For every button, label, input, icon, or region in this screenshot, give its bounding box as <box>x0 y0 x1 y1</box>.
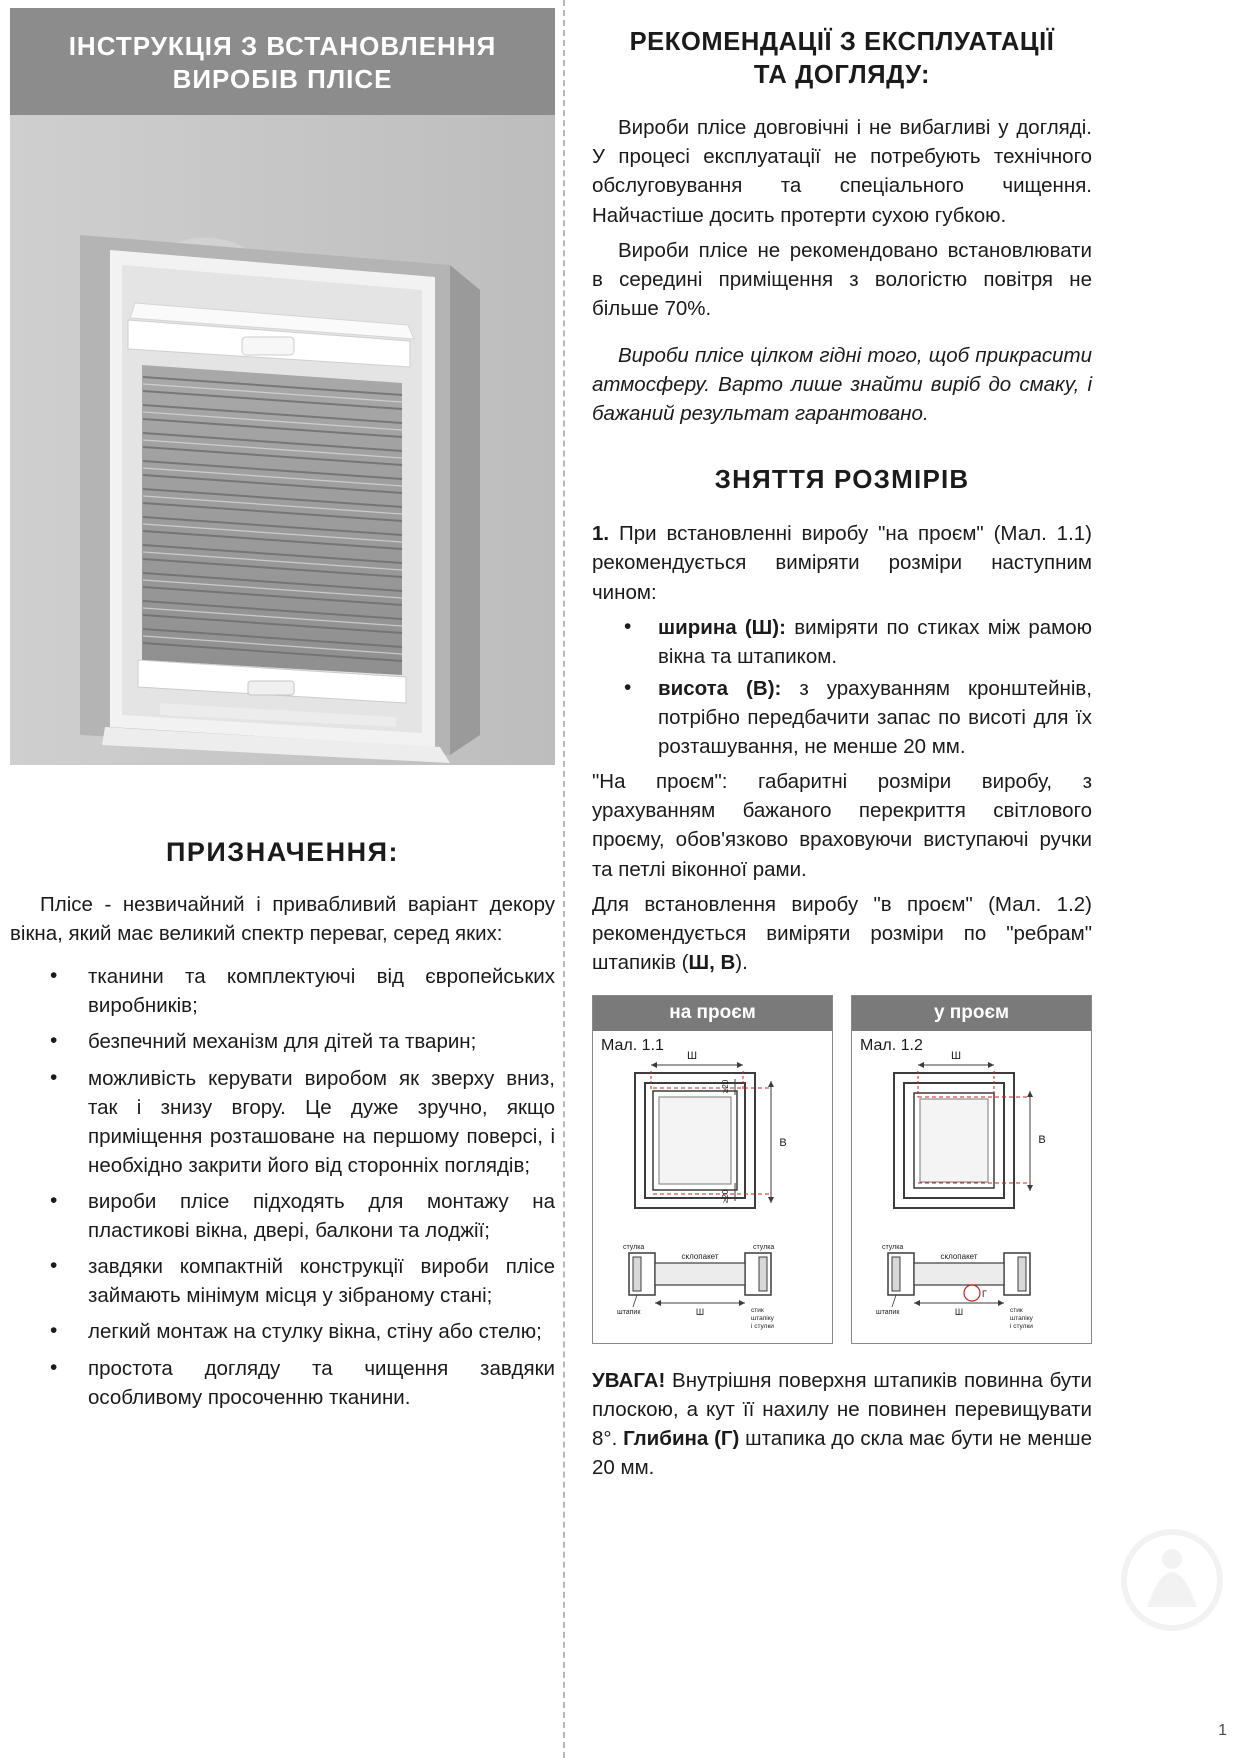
svg-text:Ш: Ш <box>695 1306 705 1317</box>
height-text: з урахуванням кронштейнів, потрібно передбачити запас по висоті для їх розташування, не менше 20 мм. <box>658 676 1092 759</box>
diagram-1-caption: Мал. 1.1 <box>601 1036 664 1054</box>
svg-text:стулка: стулка <box>623 1243 645 1251</box>
list-item: • легкий монтаж на стулку вікна, стіну або стелю; <box>10 1317 555 1346</box>
diagram-2-caption: Мал. 1.2 <box>860 1036 923 1054</box>
measuring-paragraph-5 <box>592 890 1092 977</box>
column-divider <box>563 0 565 1758</box>
list-item-height <box>592 674 1092 761</box>
leaf-circle-icon <box>1117 1525 1227 1635</box>
photo-illustration <box>10 115 555 765</box>
measuring-heading: ЗНЯТТЯ РОЗМІРІВ <box>714 464 970 495</box>
paragraph-5-part-c: ). <box>735 950 748 974</box>
warning-label-depth: Глибина (Г) <box>623 1427 740 1451</box>
care-paragraph-3: Вироби пліcе цілком гідні того, щоб прикрасити атмосферу. Варто лише знайти виріб до смаку, і бажаний результат гарантовано. <box>592 344 1092 426</box>
width-text: виміряти по стиках між рамою вікна та штапиком. <box>658 615 1093 668</box>
svg-text:≥20: ≥20 <box>721 1079 730 1093</box>
diagram-1-body <box>593 1031 832 1343</box>
list-item: • безпечний механізм для дітей та тварин; <box>10 1027 555 1056</box>
list-item: • завдяки компактній конструкції вироби пліcе займають мінімум місця у зібраному стані; <box>10 1252 555 1310</box>
care-heading-line-1: РЕКОМЕНДАЦІЇ З ЕКСПЛУАТАЦІЇ <box>629 28 1055 56</box>
diagram-na-proem <box>592 995 833 1344</box>
measuring-sub-list <box>592 613 1092 762</box>
watermark-logo <box>1117 1525 1227 1640</box>
svg-text:стулка: стулка <box>882 1243 904 1251</box>
svg-text:Ш: Ш <box>954 1306 964 1317</box>
svg-text:Ш: Ш <box>686 1049 698 1062</box>
measuring-item-1-number: 1. <box>592 522 610 546</box>
care-heading-line-2: ТА ДОГЛЯДУ: <box>753 60 931 89</box>
svg-text:Ш: Ш <box>950 1049 962 1062</box>
document-title-band <box>10 8 555 115</box>
warning-label: УВАГА! <box>592 1368 666 1392</box>
paragraph-5-bold: Ш, В <box>688 950 736 974</box>
svg-text:Г: Г <box>982 1288 987 1299</box>
product-photo <box>10 115 555 765</box>
purpose-heading: ПРИЗНАЧЕННЯ: <box>165 837 400 867</box>
left-column <box>10 8 555 1748</box>
svg-text:штапик: штапик <box>617 1308 641 1316</box>
svg-text:і стулки: і стулки <box>1010 1322 1033 1330</box>
care-paragraph-1: Вироби пліcе довговічні і не вибагливі у догляді. У процесі експлуатації не потребують технічного обслуговування та спеціального чищення. Найчастіше досить протерти сухою губкою. <box>592 116 1092 227</box>
diagram-1-drawing <box>593 1031 832 1343</box>
svg-text:≥20: ≥20 <box>721 1189 730 1203</box>
diagram-1-header: на проєм <box>593 996 832 1031</box>
svg-text:і стулки: і стулки <box>751 1322 774 1330</box>
measuring-paragraph-4: "На проєм": габаритні розміри виробу, з урахуванням бажаного перекриття світлового проєму, обов'язково враховуючи виступаючі ручки та петлі віконної рами. <box>592 770 1092 881</box>
diagram-row <box>592 995 1092 1344</box>
svg-text:стулка: стулка <box>753 1243 775 1251</box>
svg-text:стик: стик <box>1010 1306 1023 1314</box>
list-item: • тканини та комплектуючі від європейських виробників; <box>10 962 555 1020</box>
measuring-item-1 <box>592 519 1092 606</box>
purpose-intro: Пліcе - незвичайний і привабливий варіант декору вікна, який має великий спектр переваг, серед яких: <box>10 893 555 946</box>
svg-text:штапик: штапик <box>876 1308 900 1316</box>
list-item: • можливість керувати виробом як зверху вниз, так і знизу вгору. Це дуже зручно, якщо приміщення розташоване на першому поверсі, і необхідно закрити його від сторонніх поглядів; <box>10 1064 555 1180</box>
diagram-2-drawing <box>852 1031 1091 1343</box>
diagram-u-proem <box>851 995 1092 1344</box>
list-item: • вироби пліcе підходять для монтажу на пластикові вікна, двері, балкони та лоджії; <box>10 1187 555 1245</box>
svg-text:В: В <box>779 1136 787 1149</box>
warning-text-a: Внутрішня поверхня штапиків повинна бути плоскою, а кут її нахилу не повинен перевищувати 8°. <box>592 1368 1092 1451</box>
purpose-bullet-list <box>10 962 555 1412</box>
diagram-2-header: у проєм <box>852 996 1091 1031</box>
svg-text:стик: стик <box>751 1306 764 1314</box>
svg-text:В: В <box>1038 1133 1046 1146</box>
page-number: 1 <box>1218 1722 1227 1739</box>
height-label: висота (В): <box>658 676 782 700</box>
width-label: ширина (Ш): <box>658 615 786 639</box>
svg-text:склопакет: склопакет <box>681 1251 719 1261</box>
paragraph-5-part-a: Для встановлення виробу "в проєм" (Мал. 1.2) рекомендується виміряти розміри по "ребрам" штапиків ( <box>592 892 1092 974</box>
document-title-line-2: ВИРОБІВ ПЛІСЕ <box>172 63 393 94</box>
list-item: • простота догляду та чищення завдяки особливому просоченню тканини. <box>10 1354 555 1412</box>
svg-text:склопакет: склопакет <box>940 1251 978 1261</box>
warning-text-b: штапика до скла має бути не менше 20 мм. <box>592 1427 1092 1480</box>
svg-text:штапіку: штапіку <box>751 1314 774 1322</box>
care-paragraph-2: Вироби пліcе не рекомендовано встановлювати в середині приміщення з вологістю повітря не більше 70%. <box>592 238 1092 320</box>
warning-block <box>592 1366 1092 1482</box>
right-column <box>592 26 1092 1482</box>
list-item-width <box>592 613 1092 671</box>
care-heading <box>592 26 1092 91</box>
measuring-item-1-text: При встановленні виробу "на проєм" (Мал. 1.1) рекомендується виміряти розміри наступним чином: <box>592 522 1092 604</box>
svg-text:штапіку: штапіку <box>1010 1314 1033 1322</box>
diagram-2-body <box>852 1031 1091 1343</box>
document-title-line-1: ІНСТРУКЦІЯ З ВСТАНОВЛЕННЯ <box>68 31 497 61</box>
